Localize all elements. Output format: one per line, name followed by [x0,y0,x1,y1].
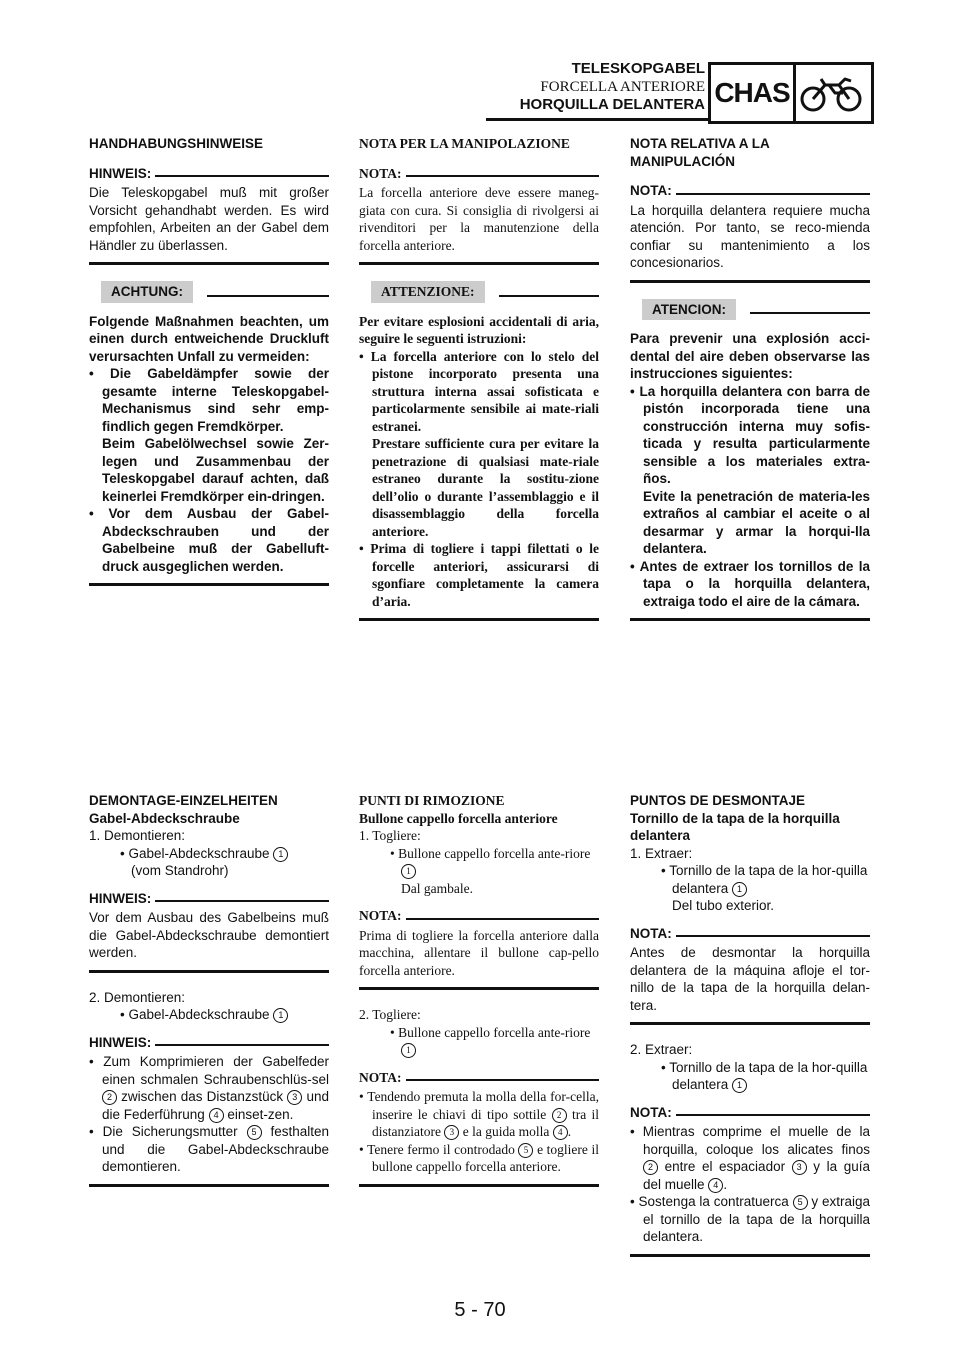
note-end-rule [89,262,329,265]
note-bullet: • Tendendo premuta la molla della for-cella, inserire le chiavi di tipo sottile 2 tra il distanziatore 3 e la guida molla 4 . [359,1089,600,1139]
section-badge [708,62,874,124]
note-end-rule [89,1184,329,1187]
section-subtitle: Tornillo de la tapa de la horquilla delantera [630,810,840,843]
note-end-rule [359,262,599,265]
note-label: NOTA: [630,1104,672,1120]
caution-bullet-continued: Prestare sufficiente cura per evitare la penetrazione di qualsiasi mate-riale estraneo durante la sostitu-zione dell’olio o durante l’assemblaggio e il disassemblaggio della forcella anteriore. [372,436,599,539]
handling-notes-it [359,135,599,637]
callout-5: 5 [247,1125,262,1140]
note-end-rule [359,987,599,990]
note-end-rule [630,1254,870,1257]
handling-notes-de [89,135,329,602]
callout-1: 1 [273,1008,288,1023]
caution-heading [359,281,599,303]
caution-heading [89,281,329,303]
note-heading [89,1034,329,1052]
removal-points-it [359,792,599,1203]
caution-end-rule [89,583,329,586]
note-end-rule [630,1022,870,1025]
callout-2: 2 [102,1090,117,1105]
caution-bullet: • La forcella anteriore con lo stelo del pistone incorporato presenta una struttura interna assai sofisticata e particolarmente sensibile ai mate-riali estranei. [359,348,599,434]
caution-end-rule [359,618,599,621]
note-label: HINWEIS: [89,890,152,906]
note-heading [359,165,599,183]
note-end-rule [89,970,329,973]
note-bullet: • Sostenga la contratuerca 5 y extraiga el tornillo de la tapa de la horquilla delantera. [630,1194,870,1244]
note-bullet: • Die Sicherungsmutter 5 festhalten und die Gabel-Abdeckschraube demontieren. [89,1124,329,1174]
callout-5: 5 [793,1195,808,1210]
step-1: 1. Demontieren: [89,828,186,843]
callout-4: 4 [209,1108,224,1123]
caution-bullet: • Antes de extraer los tornillos de la tapa o la horquilla delantera, extraiga todo el aire de la cámara. [630,558,870,609]
callout-1: 1 [401,864,416,879]
callout-3: 3 [287,1090,302,1105]
step-1-item: • Bullone cappello forcella ante-riore 1 [359,845,599,880]
callout-2: 2 [643,1160,658,1175]
note-bullet: • Zum Komprimieren der Gabelfeder einen schmalen Schraubenschlüs-sel 2 zwischen das Distanzstück 3 und die Federführung 4 einset-zen. [89,1054,329,1122]
step-2-item: • Bullone cappello forcella ante-riore 1 [359,1024,599,1059]
callout-4: 4 [553,1125,568,1140]
caution-end-rule [630,618,870,621]
callout-4: 4 [708,1178,723,1193]
note-label: NOTA: [359,165,402,181]
step-2-item: • Tornillo de la tapa de la hor-quilla delantera 1 [661,1059,868,1092]
note-heading [89,890,329,908]
step-2: 2. Extraer: [630,1042,693,1057]
caution-label: ATTENZIONE: [371,281,485,303]
caution-bullet-continued: Beim Gabelölwechsel sowie Zer-legen und Zusammenbau der Teleskopgabel darauf achten, daß keinerlei Fremdkörper ein-dringen. [102,436,329,504]
note-text: Die Teleskopgabel muß mit großer Vorsicht gehandhabt werden. Es wird empfohlen, Arbeiten an der Gabel dem Händler zu überlassen. [89,185,329,253]
note-label: NOTA: [359,908,402,923]
callout-5: 5 [518,1143,533,1158]
caution-bullet: • Prima di togliere i tappi filettati o le forcelle anteriori, assicurarsi di sgonfiare completamente la camera d’aria. [359,541,599,609]
step-2-item: • Gabel-Abdeckschraube 1 [89,1006,329,1024]
note-text: La horquilla delantera requiere mucha atención. Por tanto, se reco-mienda confiar su mantenimiento a los concesionarios. [630,202,870,270]
step-1-detail: (vom Standrohr) [131,863,229,878]
callout-1: 1 [273,847,288,862]
note-text: La forcella anteriore deve essere maneg-giata con cura. Si consiglia di rivolgersi ai rivenditori per la manutenzione della forcella anteriore. [359,185,599,253]
note-label: HINWEIS: [89,165,152,181]
caution-bullet: • Die Gabeldämpfer sowie der gesamte interne Teleskopgabel-Mechanismus sind sehr emp-findlich gegen Fremdkörper. [89,366,329,434]
section-title: NOTA RELATIVA A LA MANIPULACIÓN [630,136,770,169]
header-title-es: HORQUILLA DELANTERA [519,96,705,113]
handling-notes-es [630,135,870,637]
step-1-detail: Del tubo exterior. [672,898,775,913]
callout-2: 2 [552,1108,567,1123]
note-end-rule [630,280,870,283]
note-heading [89,165,329,183]
note-label: NOTA: [630,183,672,198]
page-number: 5 - 70 [454,1299,506,1321]
section-badge-label: CHAS [714,77,790,108]
section-title: DEMONTAGE-EINZELHEITEN [89,793,278,808]
caution-bullet-continued: Evite la penetración de materia-les extraños al cambiar el aceite o al desarmar y armar la horqui-lla delantera. [643,488,870,556]
removal-points-es [630,792,870,1273]
section-subtitle: Bullone cappello forcella anteriore [359,810,558,826]
note-text: Antes de desmontar la horquilla delantera de la máquina afloje el tor-nillo de la tapa de la horquilla delan-tera. [630,945,870,1013]
note-heading [359,907,599,925]
section-title: PUNTI DI RIMOZIONE [359,793,505,808]
step-2: 2. Togliere: [359,1007,421,1022]
note-text: Vor dem Ausbau des Gabelbeins muß die Gabel-Abdeckschraube demontiert werden. [89,910,329,960]
callout-3: 3 [444,1125,459,1140]
motorcycle-icon [799,71,865,115]
note-heading [630,1104,870,1122]
callout-1: 1 [401,1043,416,1058]
note-end-rule [359,1184,599,1187]
note-label: NOTA: [630,925,672,941]
header-title-de: TELESKOPGABEL [571,60,705,77]
note-label: NOTA: [359,1069,402,1085]
caution-intro: Folgende Maßnahmen beachten, um einen durch entweichende Druckluft verursachten Unfall zu vermeiden: [89,313,329,364]
section-subtitle: Gabel-Abdeckschraube [89,810,240,826]
section-title: HANDHABUNGSHINWEISE [89,136,264,151]
header-rule [486,118,708,121]
callout-1: 1 [732,882,747,897]
note-bullet: • Tenere fermo il controdado 5 e togliere il bullone cappello forcella anteriore. [359,1141,600,1174]
removal-points-de [89,792,329,1203]
step-1: 1. Extraer: [630,845,693,861]
caution-label: ACHTUNG: [101,281,193,303]
step-1-item: • Gabel-Abdeckschraube 1 [89,845,329,863]
step-1: 1. Togliere: [359,828,421,843]
header-title-it: FORCELLA ANTERIORE [540,79,705,95]
step-1-item: • Tornillo de la tapa de la hor-quilla delantera 1 [661,863,868,896]
caution-bullet: • Vor dem Ausbau der Gabel-Abdeckschrauben und der Gabelbeine muß der Gabelluft-druck ausgeglichen werden. [89,506,329,574]
step-1-detail: Dal gambale. [401,880,473,896]
callout-3: 3 [792,1160,807,1175]
note-label: HINWEIS: [89,1034,152,1050]
section-badge-divider [793,65,796,121]
caution-bullet: • La horquilla delantera con barra de pistón incorporada tiene una construcción interna muy sofis-ticada y resulta particularmente sensible a los materiales extra-ños. [630,383,870,486]
note-heading [359,1069,599,1087]
section-title: PUNTOS DE DESMONTAJE [630,793,806,808]
step-2: 2. Demontieren: [89,989,186,1005]
note-text: Prima di togliere la forcella anteriore dalla macchina, allentare il bullone cap-pello forcella anteriore. [359,927,599,978]
caution-intro: Per evitare esplosioni accidentali di aria, seguire le seguenti istruzioni: [359,313,599,346]
caution-heading [630,299,870,321]
caution-intro: Para prevenir una explosión acci-dental del aire deben observarse las instrucciones siguientes: [630,331,870,381]
note-heading [630,182,870,200]
callout-1: 1 [732,1078,747,1093]
section-title: NOTA PER LA MANIPOLAZIONE [359,136,570,151]
note-heading [630,925,870,943]
note-bullet: • Mientras comprime el muelle de la horquilla, coloque los alicates finos 2 entre el espaciador 3 y la guía del muelle 4 . [630,1124,870,1192]
caution-label: ATENCION: [642,299,736,321]
